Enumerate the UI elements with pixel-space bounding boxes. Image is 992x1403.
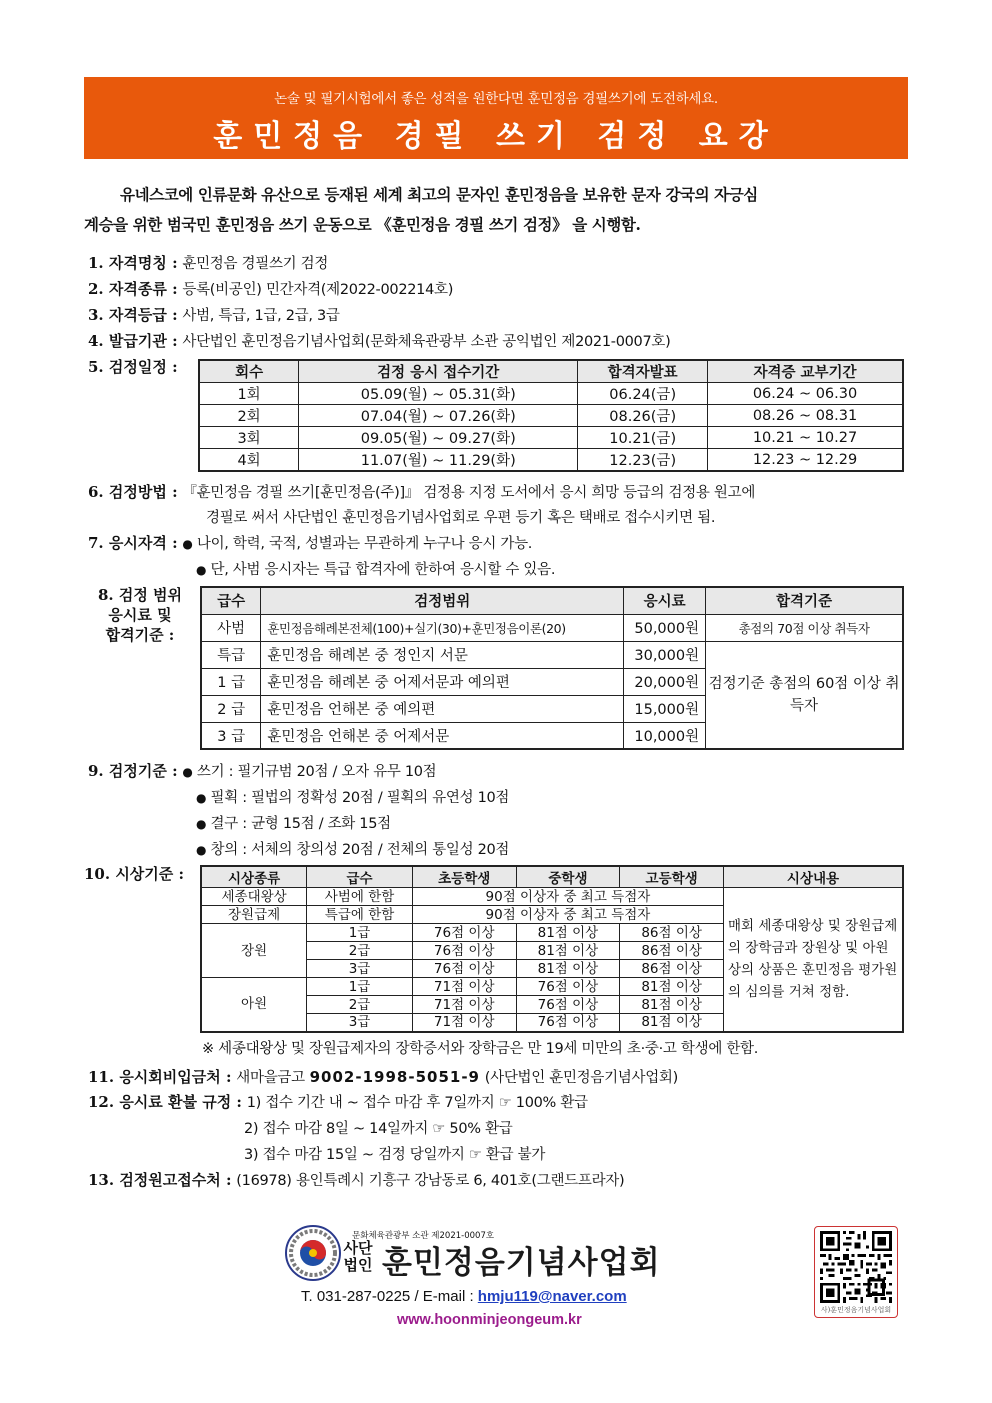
qr-code-frame bbox=[814, 1226, 898, 1318]
item-label: 3. 자격등급 : bbox=[88, 306, 178, 324]
table-row bbox=[199, 449, 903, 472]
item-label: 8. 검정 범위 bbox=[97, 586, 183, 604]
table-cell: 90점 이상자 중 최고 득점자 bbox=[412, 888, 723, 906]
item-criteria-3 bbox=[196, 813, 391, 834]
table-cell: 10.21 ~ 10.27 bbox=[708, 427, 903, 449]
table-cell: 06.24 ~ 06.30 bbox=[708, 383, 903, 405]
email-label: / E-mail : bbox=[414, 1288, 474, 1305]
award-table bbox=[200, 865, 904, 1033]
tel-label: T. bbox=[301, 1288, 313, 1305]
table-cell: 10,000원 bbox=[624, 722, 706, 749]
table-cell: 장원급제 bbox=[201, 906, 307, 924]
header-cell: 응시료 bbox=[624, 587, 706, 614]
item-value: 결구 : 균형 15점 / 조화 15점 bbox=[210, 816, 391, 832]
item-value: (사단법인 훈민정음기념사업회) bbox=[484, 1070, 678, 1086]
contact-line bbox=[301, 1288, 627, 1305]
item-value: 사단법인 훈민정음기념사업회(문화체육관광부 소관 공익법인 제2021-0007호) bbox=[182, 334, 671, 350]
intro-paragraph bbox=[84, 180, 914, 240]
item-label: 9. 검정기준 : bbox=[88, 762, 178, 780]
bullet-icon: ● bbox=[196, 563, 207, 577]
account-number: 9002-1998-5051-9 bbox=[309, 1068, 480, 1086]
item-label: 5. 검정일정 : bbox=[88, 358, 178, 376]
footnote-text: ※ 세종대왕상 및 장원급제자의 장학증서와 장학금은 만 19세 미만의 초·중·고 학생에 한함. bbox=[202, 1041, 759, 1057]
scope-table bbox=[200, 586, 904, 750]
table-cell: 훈민정음 언해본 중 예의편 bbox=[261, 695, 624, 722]
item-refund bbox=[88, 1092, 588, 1113]
banner-title: 훈민정음 경필 쓰기 검정 요강 bbox=[213, 119, 779, 154]
table-row bbox=[199, 383, 903, 405]
table-cell: 06.24(금) bbox=[578, 383, 708, 405]
bullet-icon: ● bbox=[196, 817, 207, 831]
qr-code-icon[interactable] bbox=[819, 1231, 893, 1303]
item-deposit bbox=[88, 1067, 678, 1088]
item-scope-label bbox=[88, 585, 192, 645]
item-qualification-grade bbox=[88, 305, 340, 326]
item-label: 13. 검정원고접수처 : bbox=[88, 1171, 232, 1189]
intro-line-1: 유네스코에 인류문화 유산으로 등재된 세계 최고의 문자인 훈민정음을 보유한 문자 강국의 자긍심 bbox=[120, 185, 758, 204]
item-label: 12. 응시료 환불 규정 : bbox=[88, 1093, 242, 1111]
item-value: 3) 접수 마감 15일 ~ 검정 당일까지 ☞ 환급 불가 bbox=[244, 1147, 546, 1163]
item-qualification-type bbox=[88, 279, 453, 300]
table-cell: 장원 bbox=[201, 924, 307, 978]
organization-registration: 문화체육관광부 소관 제2021-0007호 bbox=[352, 1231, 495, 1241]
table-cell: 12.23(금) bbox=[578, 449, 708, 472]
table-cell: 50,000원 bbox=[624, 614, 706, 641]
item-value: 창의 : 서체의 창의성 20점 / 전체의 통일성 20점 bbox=[210, 842, 510, 858]
table-cell: 71점 이상 bbox=[412, 1014, 516, 1032]
item-schedule-label bbox=[88, 357, 178, 377]
item-label: 7. 응시자격 : bbox=[88, 534, 178, 552]
item-issuer bbox=[88, 331, 670, 352]
header-cell: 회수 bbox=[199, 360, 299, 383]
table-cell: 86점 이상 bbox=[620, 924, 724, 942]
table-row bbox=[201, 888, 903, 906]
table-cell: 2급 bbox=[307, 996, 413, 1014]
item-qualification-name bbox=[88, 253, 328, 274]
table-cell: 76점 이상 bbox=[412, 960, 516, 978]
org-type-line: 사단 bbox=[343, 1239, 373, 1257]
table-cell: 76점 이상 bbox=[412, 924, 516, 942]
table-cell: 1회 bbox=[199, 383, 299, 405]
header-cell: 검정 응시 접수기간 bbox=[299, 360, 578, 383]
item-refund-3 bbox=[244, 1144, 545, 1165]
table-cell: 76점 이상 bbox=[516, 1014, 620, 1032]
bullet-icon: ● bbox=[196, 791, 207, 805]
table-row bbox=[199, 427, 903, 449]
table-cell: 세종대왕상 bbox=[201, 888, 307, 906]
table-cell: 3회 bbox=[199, 427, 299, 449]
table-cell: 81점 이상 bbox=[620, 978, 724, 996]
header-cell: 합격기준 bbox=[706, 587, 903, 614]
item-award-label: 10. 시상기준 : bbox=[84, 865, 185, 883]
item-value: 1) 접수 기간 내 ~ 접수 마감 후 7일까지 ☞ 100% 환급 bbox=[246, 1095, 588, 1111]
item-label: 합격기준 : bbox=[105, 626, 175, 644]
item-label: 1. 자격명칭 : bbox=[88, 254, 178, 272]
table-cell: 81점 이상 bbox=[620, 1014, 724, 1032]
item-value: (16978) 용인특례시 기흥구 강남동로 6, 401호(그랜드프라자) bbox=[236, 1173, 625, 1189]
table-cell: 05.09(월) ~ 05.31(화) bbox=[299, 383, 578, 405]
table-cell: 90점 이상자 중 최고 득점자 bbox=[412, 906, 723, 924]
table-cell: 86점 이상 bbox=[620, 960, 724, 978]
header-cell: 검정범위 bbox=[261, 587, 624, 614]
table-cell: 3급 bbox=[307, 960, 413, 978]
bullet-icon: ● bbox=[182, 765, 193, 779]
table-cell: 1 급 bbox=[201, 668, 261, 695]
item-value: 쓰기 : 필기규범 20점 / 오자 유무 10점 bbox=[196, 764, 437, 780]
table-cell: 81점 이상 bbox=[620, 996, 724, 1014]
table-cell: 86점 이상 bbox=[620, 942, 724, 960]
table-cell: 76점 이상 bbox=[412, 942, 516, 960]
table-cell: 사범에 한함 bbox=[307, 888, 413, 906]
award-footnote bbox=[202, 1038, 758, 1059]
table-cell: 15,000원 bbox=[624, 695, 706, 722]
header-cell: 초등학생 bbox=[412, 866, 516, 888]
table-cell: 20,000원 bbox=[624, 668, 706, 695]
table-cell: 특급 bbox=[201, 641, 261, 668]
item-value: 단, 사범 응시자는 특급 합격자에 한하여 응시할 수 있음. bbox=[210, 562, 556, 578]
table-cell: 총점의 70점 이상 취득자 bbox=[706, 614, 903, 641]
email-link[interactable]: hmju119@naver.com bbox=[477, 1288, 627, 1305]
table-cell: 09.05(월) ~ 09.27(화) bbox=[299, 427, 578, 449]
table-cell: 08.26 ~ 08.31 bbox=[708, 405, 903, 427]
item-value: 사범, 특급, 1급, 2급, 3급 bbox=[182, 308, 340, 324]
item-value: 2) 접수 마감 8일 ~ 14일까지 ☞ 50% 환급 bbox=[244, 1121, 513, 1137]
table-row bbox=[201, 614, 903, 641]
table-cell: 사범 bbox=[201, 614, 261, 641]
item-label: 6. 검정방법 : bbox=[88, 483, 178, 501]
item-eligibility bbox=[88, 533, 532, 554]
item-method bbox=[88, 482, 755, 503]
table-cell: 2급 bbox=[307, 942, 413, 960]
table-cell: 81점 이상 bbox=[516, 960, 620, 978]
table-cell: 07.04(월) ~ 07.26(화) bbox=[299, 405, 578, 427]
item-label: 11. 응시회비입금처 : bbox=[88, 1068, 232, 1086]
item-value: 훈민정음 경필쓰기 검정 bbox=[182, 256, 329, 272]
header-cell: 급수 bbox=[307, 866, 413, 888]
header-cell: 자격증 교부기간 bbox=[708, 360, 903, 383]
item-value: 등록(비공인) 민간자격(제2022-002214호) bbox=[182, 282, 454, 298]
item-submission bbox=[88, 1170, 624, 1191]
table-cell: 10.21(금) bbox=[578, 427, 708, 449]
table-cell: 4회 bbox=[199, 449, 299, 472]
table-cell: 3 급 bbox=[201, 722, 261, 749]
table-cell: 76점 이상 bbox=[516, 978, 620, 996]
table-cell: 81점 이상 bbox=[516, 942, 620, 960]
organization-seal-icon bbox=[285, 1225, 341, 1281]
table-cell: 훈민정음해례본전체(100)+실기(30)+훈민정음이론(20) bbox=[261, 614, 624, 641]
header-cell: 급수 bbox=[201, 587, 261, 614]
table-cell: 12.23 ~ 12.29 bbox=[708, 449, 903, 472]
website-link[interactable]: www.hoonminjeongeum.kr bbox=[397, 1312, 582, 1328]
header-cell: 합격자발표 bbox=[578, 360, 708, 383]
table-cell: 2 급 bbox=[201, 695, 261, 722]
item-criteria bbox=[88, 761, 436, 782]
table-cell: 71점 이상 bbox=[412, 978, 516, 996]
item-label: 4. 발급기관 : bbox=[88, 332, 178, 350]
table-cell: 3급 bbox=[307, 1014, 413, 1032]
item-value: 나이, 학력, 국적, 성별과는 무관하게 누구나 응시 가능. bbox=[196, 536, 533, 552]
bullet-icon: ● bbox=[196, 843, 207, 857]
item-criteria-2 bbox=[196, 787, 509, 808]
intro-line-2: 계승을 위한 범국민 훈민정음 쓰기 운동으로 《훈민정음 경필 쓰기 검정》 을 시행함. bbox=[84, 215, 641, 234]
table-cell: 71점 이상 bbox=[412, 996, 516, 1014]
header-cell: 시상내용 bbox=[723, 866, 903, 888]
table-cell: 아원 bbox=[201, 978, 307, 1032]
org-type-line: 법인 bbox=[343, 1256, 373, 1274]
item-criteria-4 bbox=[196, 839, 509, 860]
table-cell: 1급 bbox=[307, 978, 413, 996]
table-cell: 특급에 한함 bbox=[307, 906, 413, 924]
table-cell: 훈민정음 해례본 중 어제서문과 예의편 bbox=[261, 668, 624, 695]
tel-number: 031-287-0225 bbox=[316, 1288, 411, 1305]
item-refund-2 bbox=[244, 1118, 512, 1139]
bullet-icon: ● bbox=[182, 537, 193, 551]
table-cell: 1급 bbox=[307, 924, 413, 942]
table-cell: 08.26(금) bbox=[578, 405, 708, 427]
table-cell: 30,000원 bbox=[624, 641, 706, 668]
item-method-cont bbox=[206, 507, 715, 528]
item-value: 필획 : 필법의 정확성 20점 / 필획의 유연성 10점 bbox=[210, 790, 510, 806]
item-label: 응시료 및 bbox=[108, 606, 172, 624]
header-cell: 고등학생 bbox=[620, 866, 724, 888]
table-row bbox=[201, 641, 903, 668]
title-banner bbox=[84, 77, 908, 159]
table-cell: 11.07(월) ~ 11.29(화) bbox=[299, 449, 578, 472]
header-cell: 중학생 bbox=[516, 866, 620, 888]
schedule-table bbox=[198, 359, 904, 472]
award-content-cell: 매회 세종대왕상 및 장원급제의 장학금과 장원상 및 아원상의 상품은 훈민정음 평가원의 심의를 거쳐 정함. bbox=[723, 888, 903, 1032]
item-label: 2. 자격종류 : bbox=[88, 280, 178, 298]
header-cell: 시상종류 bbox=[201, 866, 307, 888]
table-row bbox=[199, 405, 903, 427]
item-value: 『훈민정음 경필 쓰기[훈민정음(주)]』 검정용 지정 도서에서 응시 희망 등급의 검정용 원고에 bbox=[182, 485, 756, 501]
item-value: 새마을금고 bbox=[236, 1070, 305, 1086]
table-cell: 훈민정음 언해본 중 어제서문 bbox=[261, 722, 624, 749]
banner-subtitle: 논술 및 필기시험에서 좋은 성적을 원한다면 훈민정음 경필쓰기에 도전하세요. bbox=[274, 91, 718, 107]
item-value: 경필로 써서 사단법인 훈민정음기념사업회로 우편 등기 혹은 택배로 접수시키면 됨. bbox=[206, 510, 716, 526]
organization-type bbox=[343, 1240, 373, 1274]
item-eligibility-2 bbox=[196, 559, 555, 580]
table-cell: 81점 이상 bbox=[516, 924, 620, 942]
table-cell: 76점 이상 bbox=[516, 996, 620, 1014]
organization-name: 훈민정음기념사업회 bbox=[382, 1245, 661, 1281]
qr-caption: 사)훈민정음기념사업회 bbox=[820, 1306, 892, 1314]
table-cell: 2회 bbox=[199, 405, 299, 427]
table-cell: 검정기준 총점의 60점 이상 취득자 bbox=[706, 641, 903, 749]
table-cell: 훈민정음 해례본 중 정인지 서문 bbox=[261, 641, 624, 668]
